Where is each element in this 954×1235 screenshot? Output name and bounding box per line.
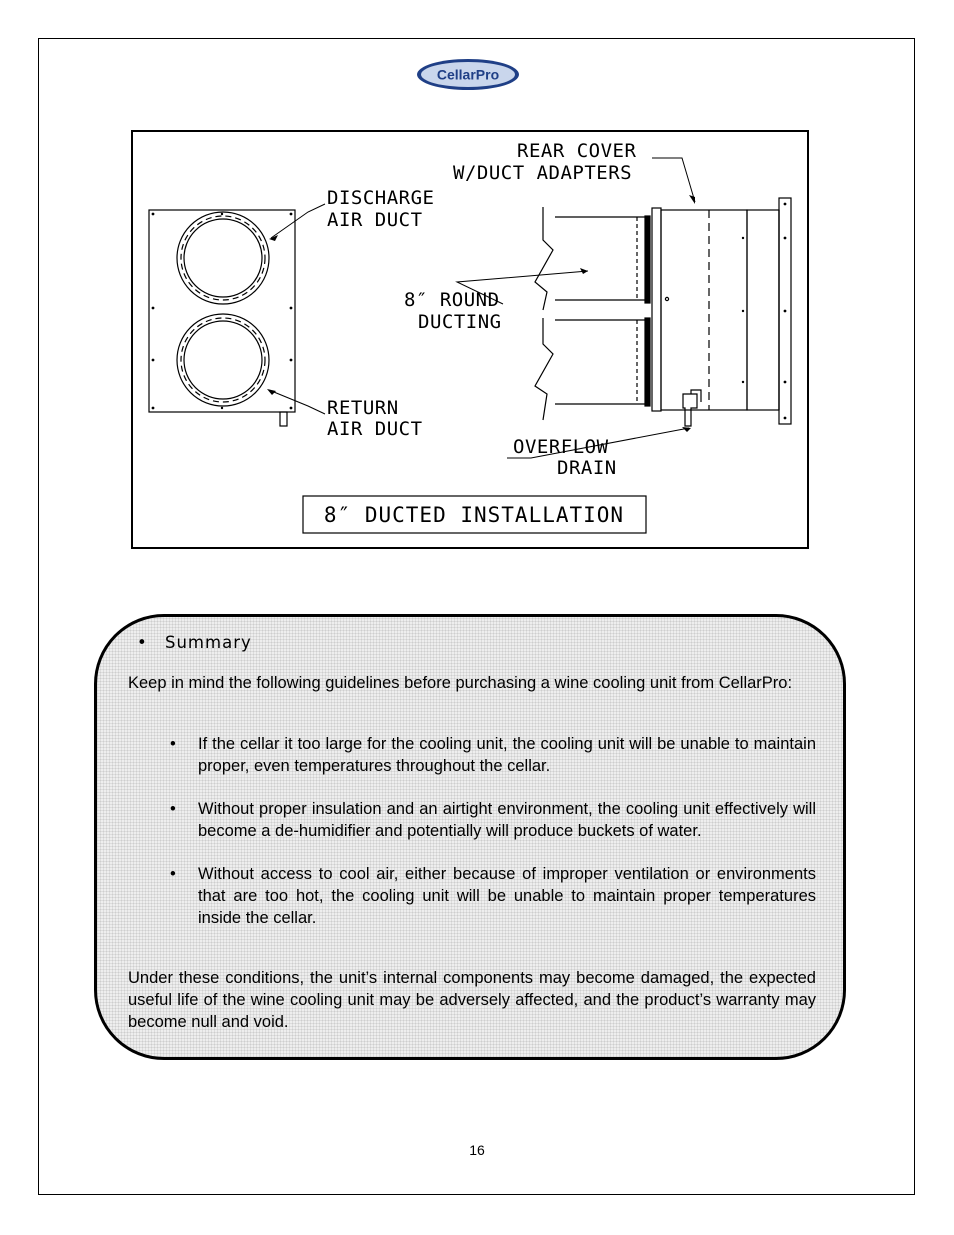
label-overflow-2: DRAIN: [557, 457, 617, 479]
guideline-item: [167, 798, 816, 842]
guideline-item: [167, 863, 816, 929]
label-return-1: RETURN: [327, 397, 399, 419]
summary-card: [94, 614, 846, 1060]
bullet-icon: •: [170, 865, 176, 883]
label-rear-cover-2: W/DUCT ADAPTERS: [453, 162, 633, 184]
label-overflow-1: OVERFLOW: [513, 436, 609, 458]
cellarpro-logo: [416, 58, 520, 91]
label-rear-cover-1: REAR COVER: [517, 140, 637, 162]
guideline-list: [167, 733, 816, 950]
label-round-1: 8″ ROUND: [404, 289, 500, 311]
diagram-drawing: [133, 132, 811, 551]
guideline-text: Without access to cool air, either because of improper ventilation or environments that are too hot, the cooling unit will be unable to maintain proper temperatures inside the cellar.: [198, 865, 816, 927]
guideline-text: If the cellar it too large for the cooling unit, the cooling unit will be unable to maintain proper, even temperatures throughout the cellar.: [198, 735, 816, 775]
summary-heading: [137, 633, 252, 652]
guideline-item: [167, 733, 816, 777]
label-discharge-1: DISCHARGE: [327, 187, 435, 209]
ducted-installation-diagram: [131, 130, 809, 549]
bullet-icon: •: [137, 633, 148, 652]
label-discharge-2: AIR DUCT: [327, 209, 423, 231]
label-round-2: DUCTING: [418, 311, 502, 333]
logo-text: CellarPro: [436, 66, 500, 83]
page-number: 16: [469, 1142, 485, 1158]
unit-side-view: [535, 198, 791, 426]
summary-intro: Keep in mind the following guidelines before purchasing a wine cooling unit from CellarPro:: [128, 674, 793, 692]
bullet-icon: •: [170, 800, 176, 818]
label-return-2: AIR DUCT: [327, 418, 423, 440]
bullet-icon: •: [170, 735, 176, 753]
diagram-title: 8″ DUCTED INSTALLATION: [323, 503, 625, 527]
summary-heading-text: Summary: [165, 633, 252, 652]
guideline-text: Without proper insulation and an airtight environment, the cooling unit effectively will become a de-humidifier and potentially will produce buckets of water.: [198, 800, 816, 840]
summary-outro: Under these conditions, the unit’s internal components may become damaged, the expected useful life of the wine cooling unit may be adversely affected, and the product’s warranty may become null and void.: [128, 969, 816, 1031]
